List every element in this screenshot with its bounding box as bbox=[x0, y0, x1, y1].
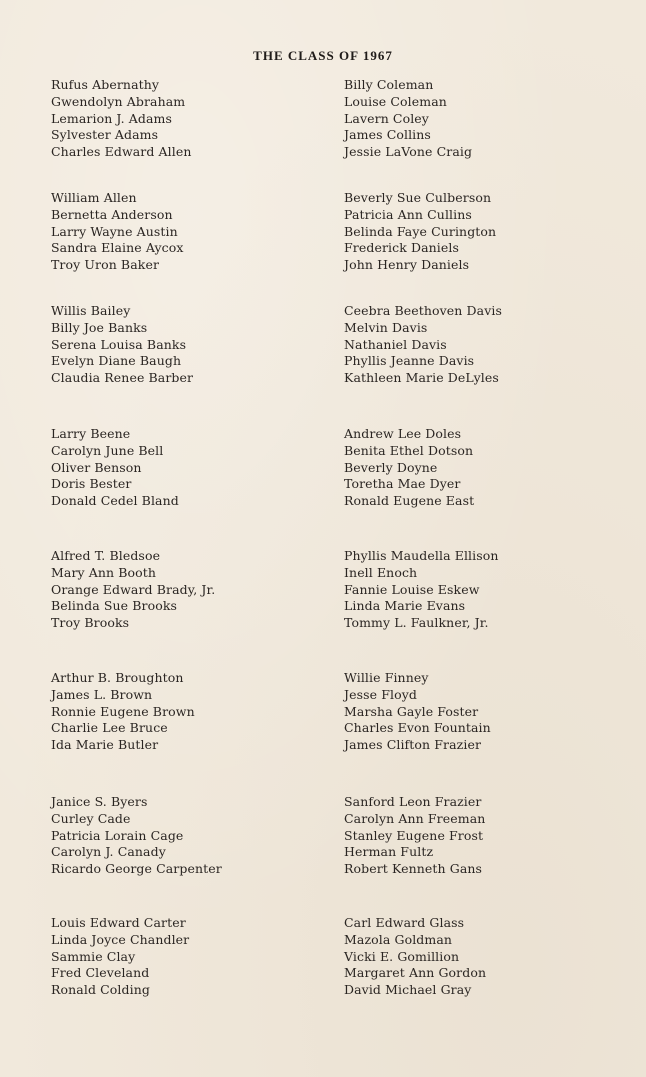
graduate-name: Willis Bailey bbox=[51, 303, 131, 318]
graduate-name: Herman Fultz bbox=[344, 844, 434, 860]
graduate-name: Alfred T. Bledsoe bbox=[51, 548, 161, 563]
graduate-name: Lemarion J. Adams bbox=[51, 110, 172, 126]
right-name-group bbox=[344, 915, 634, 999]
right-name-group bbox=[344, 548, 634, 632]
graduate-name: Troy Brooks bbox=[51, 615, 130, 631]
graduate-name: Larry Beene bbox=[51, 426, 131, 441]
left-name-group bbox=[51, 794, 341, 878]
graduate-name: Curley Cade bbox=[51, 810, 131, 826]
graduate-name: James Collins bbox=[344, 127, 431, 143]
graduate-name: David Michael Gray bbox=[344, 982, 472, 998]
right-name-group bbox=[344, 670, 634, 754]
graduate-name: Benita Ethel Dotson bbox=[344, 442, 474, 458]
graduate-name: Patricia Ann Cullins bbox=[344, 206, 472, 222]
graduate-name: Nathaniel Davis bbox=[344, 336, 447, 352]
graduate-name: Ida Marie Butler bbox=[51, 737, 159, 753]
graduate-name: Tommy L. Faulkner, Jr. bbox=[344, 615, 489, 631]
graduate-name: Stanley Eugene Frost bbox=[344, 827, 484, 843]
left-name-group bbox=[51, 670, 341, 754]
graduate-name: Doris Bester bbox=[51, 476, 132, 492]
graduate-name: Phyllis Maudella Ellison bbox=[344, 548, 499, 563]
graduate-name: Jessie LaVone Craig bbox=[344, 144, 473, 160]
graduate-name: Bernetta Anderson bbox=[51, 206, 173, 222]
page-title: THE CLASS OF 1967 bbox=[253, 48, 393, 63]
left-name-group bbox=[51, 426, 341, 510]
graduate-name: Mary Ann Booth bbox=[51, 564, 157, 580]
left-name-group bbox=[51, 77, 341, 161]
graduate-name: Carolyn Ann Freeman bbox=[344, 810, 486, 826]
graduate-name: Arthur B. Broughton bbox=[51, 670, 184, 685]
graduate-name: Margaret Ann Gordon bbox=[344, 965, 487, 981]
graduate-name: Orange Edward Brady, Jr. bbox=[51, 581, 216, 597]
graduate-name: Rufus Abernathy bbox=[51, 77, 160, 92]
graduate-name: Charles Edward Allen bbox=[51, 144, 192, 160]
graduate-name: Kathleen Marie DeLyles bbox=[344, 370, 499, 386]
graduate-name: Sandra Elaine Aycox bbox=[51, 240, 184, 256]
right-name-group bbox=[344, 190, 634, 274]
graduate-name: Charlie Lee Bruce bbox=[51, 720, 168, 736]
graduate-name: Ceebra Beethoven Davis bbox=[344, 303, 502, 318]
graduate-name: Billy Joe Banks bbox=[51, 319, 148, 335]
graduate-name: Frederick Daniels bbox=[344, 240, 459, 256]
graduate-name: Donald Cedel Bland bbox=[51, 493, 179, 509]
graduate-name: Patricia Lorain Cage bbox=[51, 827, 184, 843]
graduate-name: Louise Coleman bbox=[344, 93, 447, 109]
graduate-name: Phyllis Jeanne Davis bbox=[344, 353, 475, 369]
graduate-name: Larry Wayne Austin bbox=[51, 223, 178, 239]
graduate-name: Willie Finney bbox=[344, 670, 429, 685]
graduate-name: James Clifton Frazier bbox=[344, 737, 482, 753]
graduate-name: Fannie Louise Eskew bbox=[344, 581, 480, 597]
graduate-name: James L. Brown bbox=[51, 686, 153, 702]
graduate-name: William Allen bbox=[51, 190, 137, 205]
graduate-name: Carolyn June Bell bbox=[51, 442, 164, 458]
graduate-name: Andrew Lee Doles bbox=[344, 426, 462, 441]
graduate-name: Ronald Eugene East bbox=[344, 493, 475, 509]
right-name-group bbox=[344, 426, 634, 510]
graduate-name: Sylvester Adams bbox=[51, 127, 159, 143]
graduate-name: Fred Cleveland bbox=[51, 965, 150, 981]
graduate-name: Ronnie Eugene Brown bbox=[51, 703, 195, 719]
graduate-name: Melvin Davis bbox=[344, 319, 428, 335]
graduate-name: Gwendolyn Abraham bbox=[51, 93, 186, 109]
graduate-name: Claudia Renee Barber bbox=[51, 370, 194, 386]
graduate-name: Oliver Benson bbox=[51, 459, 142, 475]
graduate-name: Ricardo George Carpenter bbox=[51, 861, 222, 877]
graduate-name: Robert Kenneth Gans bbox=[344, 861, 483, 877]
graduate-name: Serena Louisa Banks bbox=[51, 336, 187, 352]
graduate-name: Janice S. Byers bbox=[51, 794, 148, 809]
left-name-group bbox=[51, 548, 341, 632]
graduate-name: Billy Coleman bbox=[344, 77, 434, 92]
graduate-name: Carolyn J. Canady bbox=[51, 844, 166, 860]
right-name-group bbox=[344, 303, 634, 387]
graduate-name: Inell Enoch bbox=[344, 564, 418, 580]
graduate-name: Belinda Faye Curington bbox=[344, 223, 497, 239]
graduate-name: Louis Edward Carter bbox=[51, 915, 186, 930]
graduate-name: Evelyn Diane Baugh bbox=[51, 353, 182, 369]
left-name-group bbox=[51, 303, 341, 387]
graduate-name: Jesse Floyd bbox=[344, 686, 417, 702]
graduate-name: Beverly Sue Culberson bbox=[344, 190, 492, 205]
graduate-name: Toretha Mae Dyer bbox=[344, 476, 461, 492]
graduate-name: Carl Edward Glass bbox=[344, 915, 465, 930]
graduate-name: Charles Evon Fountain bbox=[344, 720, 491, 736]
graduate-name: Linda Marie Evans bbox=[344, 598, 466, 614]
graduate-name: Linda Joyce Chandler bbox=[51, 931, 190, 947]
graduate-name: John Henry Daniels bbox=[344, 257, 470, 273]
right-name-group bbox=[344, 77, 634, 161]
graduate-name: Ronald Colding bbox=[51, 982, 150, 998]
graduate-name: Mazola Goldman bbox=[344, 931, 453, 947]
graduate-name: Beverly Doyne bbox=[344, 459, 438, 475]
graduate-name: Vicki E. Gomillion bbox=[344, 948, 460, 964]
graduate-name: Lavern Coley bbox=[344, 110, 429, 126]
graduate-name: Marsha Gayle Foster bbox=[344, 703, 479, 719]
left-name-group bbox=[51, 915, 341, 999]
graduate-name: Sammie Clay bbox=[51, 948, 136, 964]
graduate-name: Belinda Sue Brooks bbox=[51, 598, 178, 614]
graduate-name: Sanford Leon Frazier bbox=[344, 794, 482, 809]
right-name-group bbox=[344, 794, 634, 878]
graduate-name: Troy Uron Baker bbox=[51, 257, 160, 273]
left-name-group bbox=[51, 190, 341, 274]
